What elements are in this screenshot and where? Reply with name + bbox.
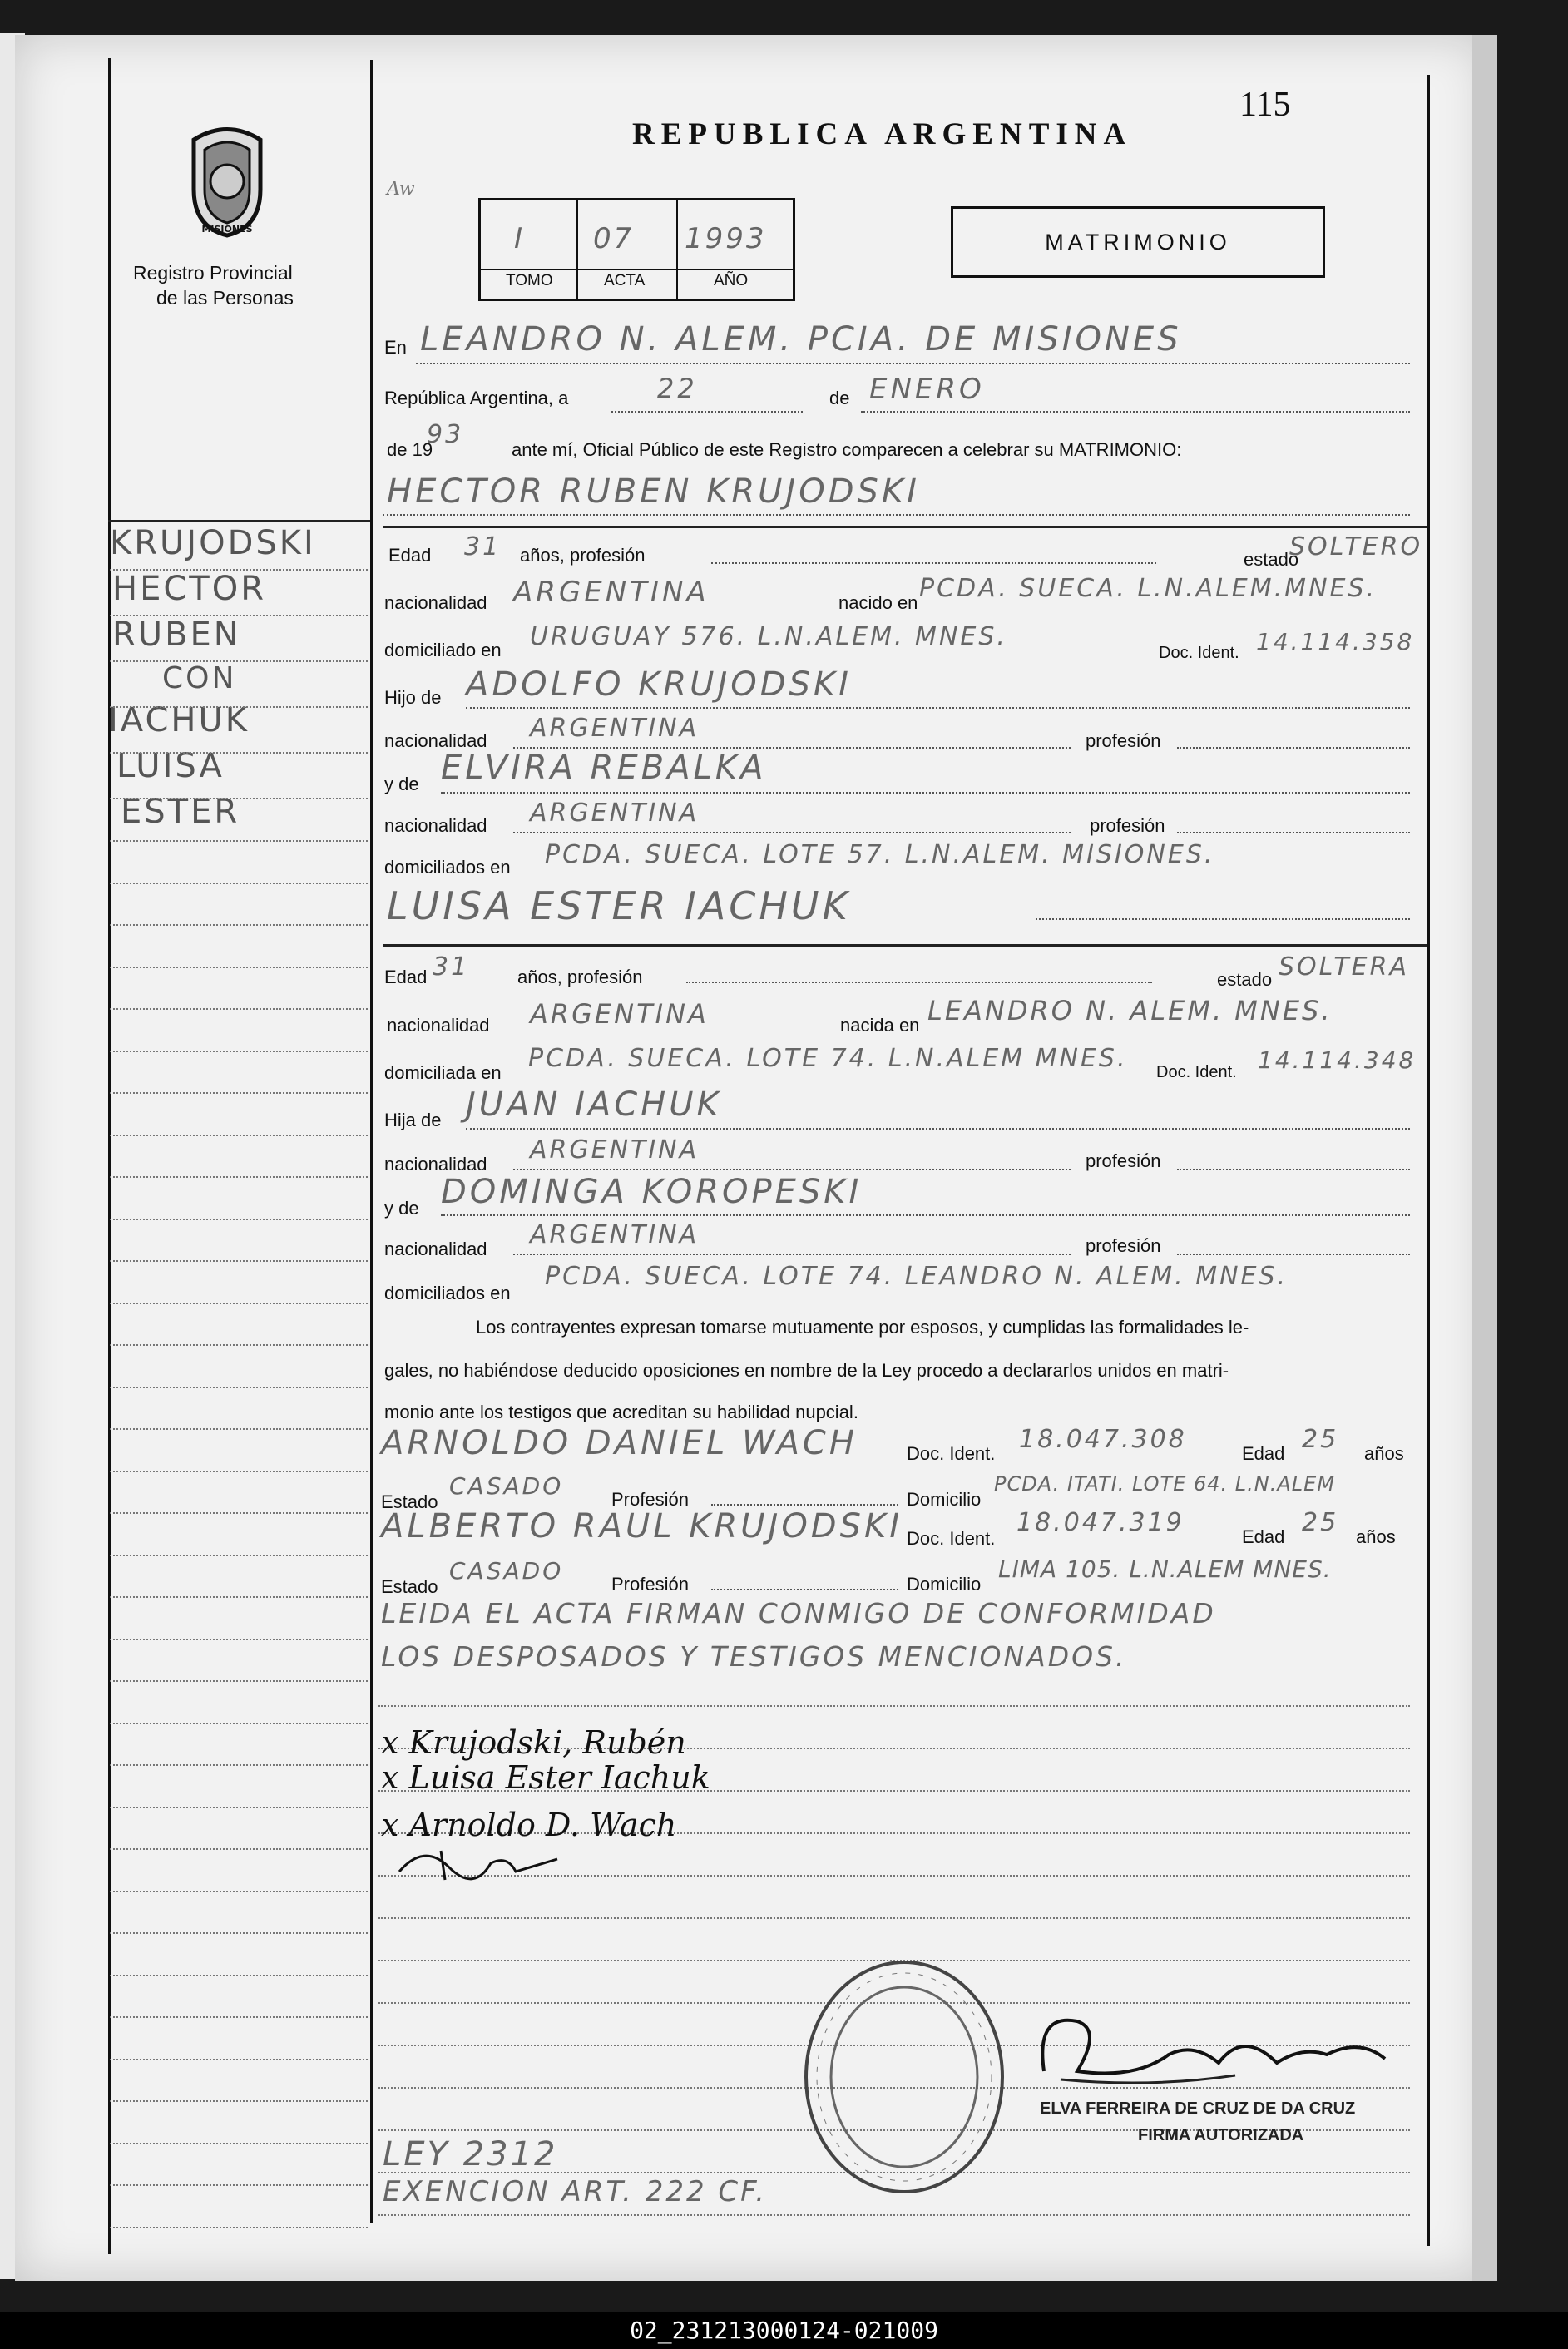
de-label: de (829, 388, 850, 408)
margin-ruled-line (110, 1512, 368, 1514)
margin-ruled-line (110, 1639, 368, 1640)
seal-label: MISIONES (201, 224, 253, 235)
margin-name-3: RUBEN (112, 616, 241, 654)
handwritten-annotation: Aw (387, 179, 415, 200)
de19-label: de 19 (387, 439, 433, 460)
witness2-dom-label: Domicilio (907, 1574, 982, 1595)
margin-ruled-line (110, 1932, 368, 1934)
bride-mother-nac-label: nacionalidad (384, 1239, 487, 1259)
margin-ruled-line (110, 2016, 368, 2018)
republica-label: República Argentina, a (384, 388, 569, 408)
official-seal-stamp (803, 1959, 1007, 2196)
bride-dom-label: domiciliada en (384, 1062, 502, 1083)
margin-name-5: IACHUK (108, 701, 250, 739)
groom-full-name: HECTOR RUBEN KRUJODSKI (387, 472, 920, 511)
margin-ruled-line (110, 1764, 368, 1766)
groom-section-divider (383, 526, 1427, 528)
margin-ruled-line (110, 2100, 368, 2102)
content-left-rule (370, 60, 373, 2223)
marriage-month: ENERO (869, 373, 985, 406)
groom-estado-label: estado (1244, 549, 1299, 570)
margin-ruled-line (110, 2059, 368, 2060)
witness2-estado: CASADO (449, 1557, 564, 1585)
witness1-doc: 18.047.308 (1019, 1425, 1187, 1454)
witness2-edad-label: Edad (1242, 1526, 1285, 1547)
margin-ruled-line (110, 2227, 368, 2228)
bride-age: 31 (433, 952, 470, 982)
acta-label: ACTA (604, 272, 646, 289)
witness1-estado: CASADO (449, 1472, 564, 1500)
right-page-edge (1472, 35, 1497, 2281)
groom-edad-label: Edad (388, 545, 432, 566)
margin-name-6: LUISA (116, 747, 225, 785)
margin-ruled-line (110, 1471, 368, 1472)
image-code: 02_231213000124-021009 (630, 2317, 938, 2344)
groom-dom-label: domiciliado en (384, 640, 502, 660)
law-note-line-1: LEY 2312 (383, 2135, 558, 2173)
groom-estado: SOLTERO (1289, 532, 1423, 561)
groom-doc: 14.114.358 (1256, 628, 1415, 655)
bride-section-divider (383, 944, 1427, 947)
bride-father-nac-label: nacionalidad (384, 1154, 487, 1174)
bride-nationality: ARGENTINA (530, 998, 709, 1030)
signature-bride: x Luisa Ester Iachuk (381, 1759, 710, 1796)
bride-mother-nationality: ARGENTINA (530, 1220, 700, 1249)
signature-witness: x Arnoldo D. Wach (381, 1807, 677, 1843)
margin-ruled-line (110, 660, 368, 662)
margin-ruled-line (110, 1807, 368, 1808)
official-signature (1027, 1996, 1402, 2104)
bride-doc-label: Doc. Ident. (1156, 1063, 1237, 1081)
bride-father-prof-label: profesión (1086, 1150, 1161, 1171)
groom-father-nac-label: nacionalidad (384, 730, 487, 751)
witness2-estado-label: Estado (381, 1576, 438, 1597)
margin-ruled-line (110, 1303, 368, 1304)
margin-ruled-line (110, 1848, 368, 1850)
margin-ruled-line (110, 1344, 368, 1346)
margin-ruled-line (110, 1008, 368, 1010)
acta-value: 07 (593, 222, 635, 255)
witness1-address: PCDA. ITATI. LOTE 64. L.N.ALEM (994, 1472, 1336, 1496)
bride-edad-label: Edad (384, 967, 428, 987)
bride-parents-address: PCDA. SUECA. LOTE 74. LEANDRO N. ALEM. MNES. (545, 1262, 1289, 1291)
margin-name-7: ESTER (121, 793, 240, 831)
bride-estado: SOLTERA (1279, 952, 1409, 982)
witness1-doc-label: Doc. Ident. (907, 1443, 996, 1464)
registry-seal (181, 123, 273, 240)
witness1-edad-label: Edad (1242, 1443, 1285, 1464)
margin-ruled-line (110, 1219, 368, 1220)
margin-ruled-line (110, 1891, 368, 1892)
bride-anos-label: años, profesión (517, 967, 643, 987)
registry-subname: de las Personas (156, 287, 294, 309)
signature-scribble (391, 1838, 574, 1888)
margin-ruled-line (110, 615, 368, 616)
margin-ruled-line (110, 1555, 368, 1556)
witness2-doc-label: Doc. Ident. (907, 1528, 996, 1549)
margin-ruled-line (110, 1387, 368, 1388)
official-stamp-line-1: ELVA FERREIRA DE CRUZ DE DA CRUZ (1040, 2099, 1356, 2118)
groom-mother-prof-label: profesión (1090, 815, 1165, 836)
marriage-day: 22 (657, 373, 698, 404)
margin-ruled-line (110, 840, 368, 842)
witness1-age: 25 (1302, 1425, 1339, 1454)
declaration-line-3: monio ante los testigos que acreditan su habilidad nupcial. (384, 1402, 858, 1422)
margin-ruled-line (110, 924, 368, 926)
record-number-box (478, 198, 795, 301)
record-type-box (951, 206, 1325, 278)
groom-yde-label: y de (384, 774, 419, 794)
bride-nacida-label: nacida en (840, 1015, 920, 1036)
bride-yde-label: y de (384, 1198, 419, 1219)
bride-hija-label: Hija de (384, 1110, 442, 1130)
margin-ruled-line (110, 798, 368, 799)
witness1-prof-label: Profesión (611, 1489, 689, 1510)
law-note-line-2: EXENCION ART. 222 CF. (383, 2175, 768, 2208)
bride-estado-label: estado (1217, 969, 1273, 990)
witness2-anos-label: años (1356, 1526, 1396, 1547)
content-ruled-line (378, 2214, 1410, 2216)
margin-name-1: KRUJODSKI (110, 524, 316, 562)
document-page (15, 35, 1487, 2281)
declaration-line-2: gales, no habiéndose deducido oposiciones en nombre de la Ley procedo a declararlos unidos en matri- (384, 1360, 1229, 1381)
groom-hijo-label: Hijo de (384, 687, 442, 708)
groom-mother-nac-label: nacionalidad (384, 815, 487, 836)
margin-ruled-line (110, 1260, 368, 1262)
tomo-value: I (514, 222, 526, 255)
margin-ruled-line (110, 1723, 368, 1724)
left-margin-rule (108, 58, 111, 2254)
declaration-line-1: Los contrayentes expresan tomarse mutuamente por esposos, y cumplidas las formalidades le- (476, 1317, 1249, 1338)
signature-groom: x Krujodski, Rubén (381, 1724, 686, 1761)
groom-nationality: ARGENTINA (513, 576, 710, 609)
bride-mother-prof-label: profesión (1086, 1235, 1161, 1256)
margin-name-2: HECTOR (112, 570, 266, 608)
en-label: En (384, 337, 407, 358)
official-stamp-line-2: FIRMA AUTORIZADA (1138, 2126, 1304, 2144)
bride-father: JUAN IACHUK (466, 1085, 722, 1124)
margin-ruled-line (110, 1092, 368, 1094)
bride-father-nationality: ARGENTINA (530, 1135, 700, 1165)
margin-ruled-line (110, 1051, 368, 1052)
groom-age: 31 (464, 532, 502, 561)
content-ruled-line (378, 1705, 1410, 1707)
witness1-anos-label: años (1364, 1443, 1404, 1464)
groom-father: ADOLFO KRUJODSKI (466, 665, 852, 704)
marriage-year-suffix: 93 (427, 420, 464, 449)
witness1-estado-label: Estado (381, 1491, 438, 1512)
witness2-prof-label: Profesión (611, 1574, 689, 1595)
groom-father-prof-label: profesión (1086, 730, 1161, 751)
groom-doc-label: Doc. Ident. (1159, 644, 1239, 662)
closing-line-1: LEIDA EL ACTA FIRMAN CONMIGO DE CONFORMIDAD (381, 1597, 1216, 1629)
tomo-label: TOMO (506, 272, 553, 289)
page-number: 115 (1239, 86, 1291, 124)
bride-address: PCDA. SUECA. LOTE 74. L.N.ALEM MNES. (528, 1044, 1128, 1073)
margin-ruled-line (110, 1596, 368, 1598)
groom-mother: ELVIRA REBALKA (441, 749, 767, 787)
margin-ruled-line (110, 2184, 368, 2186)
witness1-dom-label: Domicilio (907, 1489, 982, 1510)
record-type-label: MATRIMONIO (1045, 229, 1231, 255)
margin-name-4: CON (162, 661, 237, 695)
appearance-statement: ante mí, Oficial Público de este Registro comparecen a celebrar su MATRIMONIO: (512, 439, 1182, 460)
content-right-rule (1427, 75, 1430, 2246)
margin-ruled-line (110, 706, 368, 708)
groom-nacido-label: nacido en (838, 592, 918, 613)
groom-address: URUGUAY 576. L.N.ALEM. MNES. (530, 622, 1007, 651)
margin-ruled-line (110, 967, 368, 968)
image-code-footer (0, 2312, 1568, 2349)
content-ruled-line (378, 1917, 1410, 1919)
margin-ruled-line (110, 1135, 368, 1136)
anio-value: 1993 (685, 222, 767, 255)
groom-parents-address: PCDA. SUECA. LOTE 57. L.N.ALEM. MISIONES. (545, 840, 1215, 869)
margin-ruled-line (110, 569, 368, 571)
bride-nac-label: nacionalidad (387, 1015, 490, 1036)
country-title: REPUBLICA ARGENTINA (632, 117, 1133, 151)
margin-ruled-line (110, 2143, 368, 2144)
anio-label: AÑO (714, 272, 749, 289)
witness2-doc: 18.047.319 (1016, 1508, 1185, 1537)
bride-doc: 14.114.348 (1258, 1046, 1417, 1074)
groom-anos-label: años, profesión (520, 545, 646, 566)
groom-birthplace: PCDA. SUECA. L.N.ALEM.MNES. (919, 574, 1378, 603)
bride-mother: DOMINGA KOROPESKI (441, 1173, 863, 1211)
witness1-name: ARNOLDO DANIEL WACH (381, 1424, 858, 1462)
marriage-place: LEANDRO N. ALEM. PCIA. DE MISIONES (420, 320, 1182, 359)
margin-ruled-line (110, 752, 368, 754)
margin-ruled-line (110, 1176, 368, 1178)
margin-ruled-line (110, 1428, 368, 1430)
witness2-name: ALBERTO RAUL KRUJODSKI (381, 1507, 903, 1545)
groom-mother-nationality: ARGENTINA (530, 799, 700, 828)
registry-name: Registro Provincial (133, 262, 293, 284)
margin-ruled-line (110, 1680, 368, 1682)
bride-full-name: LUISA ESTER IACHUK (387, 883, 851, 928)
closing-line-2: LOS DESPOSADOS Y TESTIGOS MENCIONADOS. (381, 1640, 1127, 1673)
margin-ruled-line (110, 1975, 368, 1976)
witness2-address: LIMA 105. L.N.ALEM MNES. (998, 1555, 1332, 1583)
groom-nac-label: nacionalidad (384, 592, 487, 613)
groom-doms-label: domiciliados en (384, 857, 511, 878)
bride-doms-label: domiciliados en (384, 1283, 511, 1303)
margin-ruled-line (110, 883, 368, 884)
groom-father-nationality: ARGENTINA (530, 714, 700, 743)
witness2-age: 25 (1302, 1508, 1339, 1537)
bride-birthplace: LEANDRO N. ALEM. MNES. (927, 995, 1333, 1026)
